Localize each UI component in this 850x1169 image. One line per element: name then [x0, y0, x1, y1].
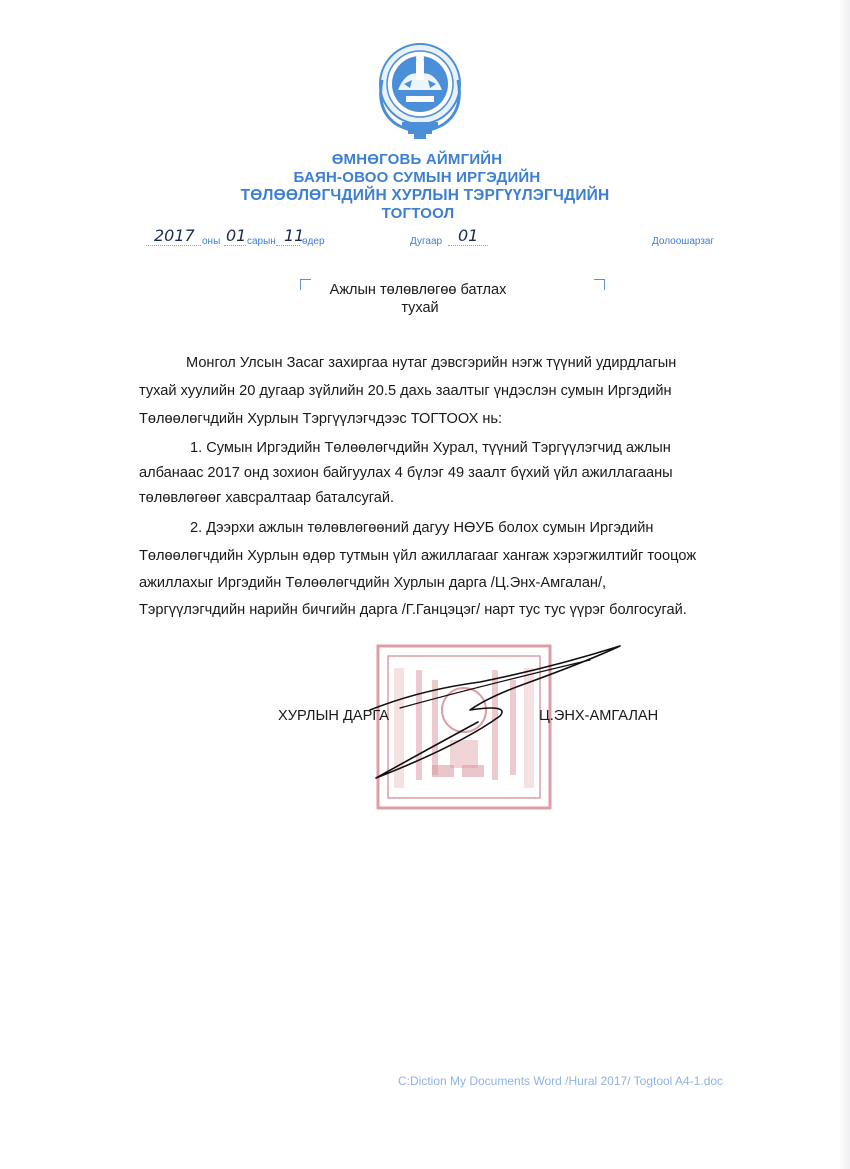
number-label: Дугаар [410, 236, 443, 247]
day-blank [276, 245, 300, 247]
header-aimag: ӨМНӨГОВЬ АЙМГИЙН [331, 151, 503, 168]
header-resolution: ТОГТООЛ [381, 205, 455, 222]
item2-line-4: Тэргүүлэгчдийн нарийн бичгийн дарга /Г.Ганцэцэг/ нарт тус тус үүрэг болгосугай. [139, 602, 687, 618]
signatory-title: ХУРЛЫН ДАРГА [278, 708, 390, 724]
item1-line-3: төлөвлөгөөг хавсралтаар баталсугай. [139, 490, 395, 506]
intro-line-1: Монгол Улсын Засаг захиргаа нутаг дэвсгэрийн нэгж түүний удирдлагын [186, 355, 677, 371]
subject-line-2: тухай [401, 300, 439, 316]
item2-line-1: 2. Дээрхи ажлын төлөвлөгөөний дагуу НӨУБ болох сумын Иргэдийн [190, 520, 654, 536]
number-blank [448, 245, 488, 247]
intro-line-3: Төлөөлөгчдийн Хурлын Тэргүүлэгчдээс ТОГТООХ нь: [139, 411, 503, 427]
item1-line-2: албанаас 2017 онд зохион байгуулах 4 бүлэг 49 заалт бүхий үйл ажиллагааны [139, 465, 673, 481]
item1-line-1: 1. Сумын Иргэдийн Төлөөлөгчдийн Хурал, түүний Тэргүүлэгчид ажлын [190, 440, 671, 456]
handwritten-year: 2017 [154, 226, 195, 245]
header-council: ТӨЛӨӨЛӨГЧДИЙН ХУРЛЫН ТЭРГҮҮЛЭГЧДИЙН [240, 187, 610, 204]
handwritten-signature-icon [360, 620, 660, 790]
footer-file-path: C:Diction My Documents Word /Hural 2017/ Togtool A4-1.doc [398, 1074, 724, 1088]
header-sum: БАЯН-ОВОО СУМЫН ИРГЭДИЙН [293, 169, 541, 186]
state-emblem-icon [376, 40, 464, 140]
year-label: оны [202, 236, 221, 247]
year-blank [146, 245, 201, 247]
item2-line-3: ажиллахыг Иргэдийн Төлөөлөгчдийн Хурлын дарга /Ц.Энх-Амгалан/, [139, 575, 607, 591]
subject-line-1: Ажлын төлөвлөгөө батлах [329, 282, 507, 298]
intro-line-2: тухай хуулийн 20 дугаар зүйлийн 20.5 дахь заалтыг үндэслэн сумын Иргэдийн [139, 383, 672, 399]
handwritten-day: 11 [284, 226, 305, 245]
place-label: Долоошарзаг [652, 236, 715, 247]
handwritten-month: 01 [226, 226, 247, 245]
month-blank [224, 245, 246, 247]
signatory-name: Ц.ЭНХ-АМГАЛАН [539, 708, 659, 724]
day-label: өдер [302, 236, 325, 247]
handwritten-number: 01 [458, 226, 479, 245]
month-label: сарын [247, 236, 276, 247]
item2-line-2: Төлөөлөгчдийн Хурлын өдөр тутмын үйл ажиллагааг хангаж хэрэгжилтийг тооцож [139, 548, 697, 564]
